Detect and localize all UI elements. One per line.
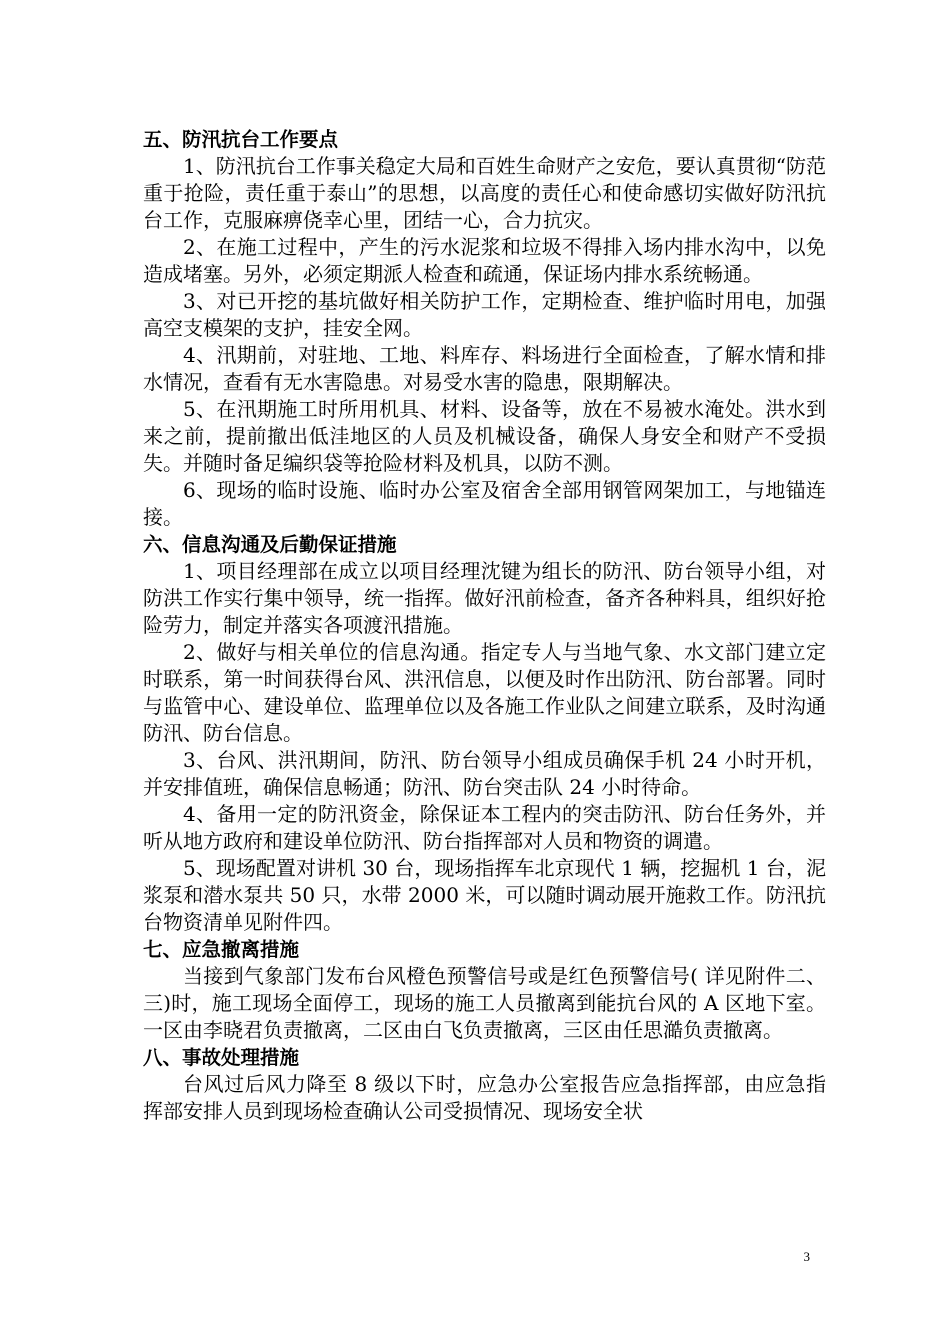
paragraph: 5、现场配置对讲机 30 台，现场指挥车北京现代 1 辆，挖掘机 1 台，泥浆泵和潜水泵共 50 只，水带 2000 米，可以随时调动展开施救工作。防汛抗台物资清单见附件四。 [143,856,826,934]
paragraph: 台风过后风力降至 8 级以下时，应急办公室报告应急指挥部，由应急指挥部安排人员到现场检查确认公司受损情况、现场安全状 [143,1072,826,1123]
section-heading: 五、防汛抗台工作要点 [143,128,339,151]
paragraph: 4、汛期前，对驻地、工地、料库存、料场进行全面检查，了解水情和排水情况，查看有无水害隐患。对易受水害的隐患，限期解决。 [143,343,826,394]
paragraph: 6、现场的临时设施、临时办公室及宿舍全部用钢管网架加工，与地锚连接。 [143,478,826,529]
section-heading: 六、信息沟通及后勤保证措施 [143,533,397,556]
paragraph: 当接到气象部门发布台风橙色预警信号或是红色预警信号( 详见附件二、三)时，施工现场全面停工，现场的施工人员撤离到能抗台风的 A 区地下室。一区由李晓君负责撤离，二区由白飞负责撤离，三区由任思澔负责撤离。 [143,964,826,1042]
section-heading: 七、应急撤离措施 [143,938,300,961]
paragraph: 1、项目经理部在成立以项目经理沈键为组长的防汛、防台领导小组，对防洪工作实行集中领导，统一指挥。做好汛前检查，备齐各种料具，组织好抢险劳力，制定并落实各项渡汛措施。 [143,559,826,637]
paragraph: 5、在汛期施工时所用机具、材料、设备等，放在不易被水淹处。洪水到来之前，提前撤出低洼地区的人员及机械设备，确保人身安全和财产不受损失。并随时备足编织袋等抢险材料及机具，以防不测。 [143,397,826,475]
paragraph: 3、对已开挖的基坑做好相关防护工作，定期检查、维护临时用电，加强高空支模架的支护，挂安全网。 [143,289,826,340]
section-heading: 八、事故处理措施 [143,1046,300,1069]
paragraph: 4、备用一定的防汛资金，除保证本工程内的突击防汛、防台任务外，并听从地方政府和建设单位防汛、防台指挥部对人员和物资的调遣。 [143,802,826,853]
paragraph: 2、在施工过程中，产生的污水泥浆和垃圾不得排入场内排水沟中，以免造成堵塞。另外，必须定期派人检查和疏通，保证场内排水系统畅通。 [143,235,826,286]
paragraph: 1、防汛抗台工作事关稳定大局和百姓生命财产之安危，要认真贯彻“防范重于抢险，责任重于泰山”的思想，以高度的责任心和使命感切实做好防汛抗台工作，克服麻痹侥幸心里，团结一心，合力抗灾。 [143,154,826,232]
paragraph: 3、台风、洪汛期间，防汛、防台领导小组成员确保手机 24 小时开机，并安排值班，确保信息畅通；防汛、防台突击队 24 小时待命。 [143,748,826,799]
document-body [143,126,826,1125]
paragraph: 2、做好与相关单位的信息沟通。指定专人与当地气象、水文部门建立定时联系，第一时间获得台风、洪汛信息，以便及时作出防汛、防台部署。同时与监管中心、建设单位、监理单位以及各施工作业队之间建立联系，及时沟通防汛、防台信息。 [143,640,826,745]
page-number: 3 [803,1249,810,1264]
